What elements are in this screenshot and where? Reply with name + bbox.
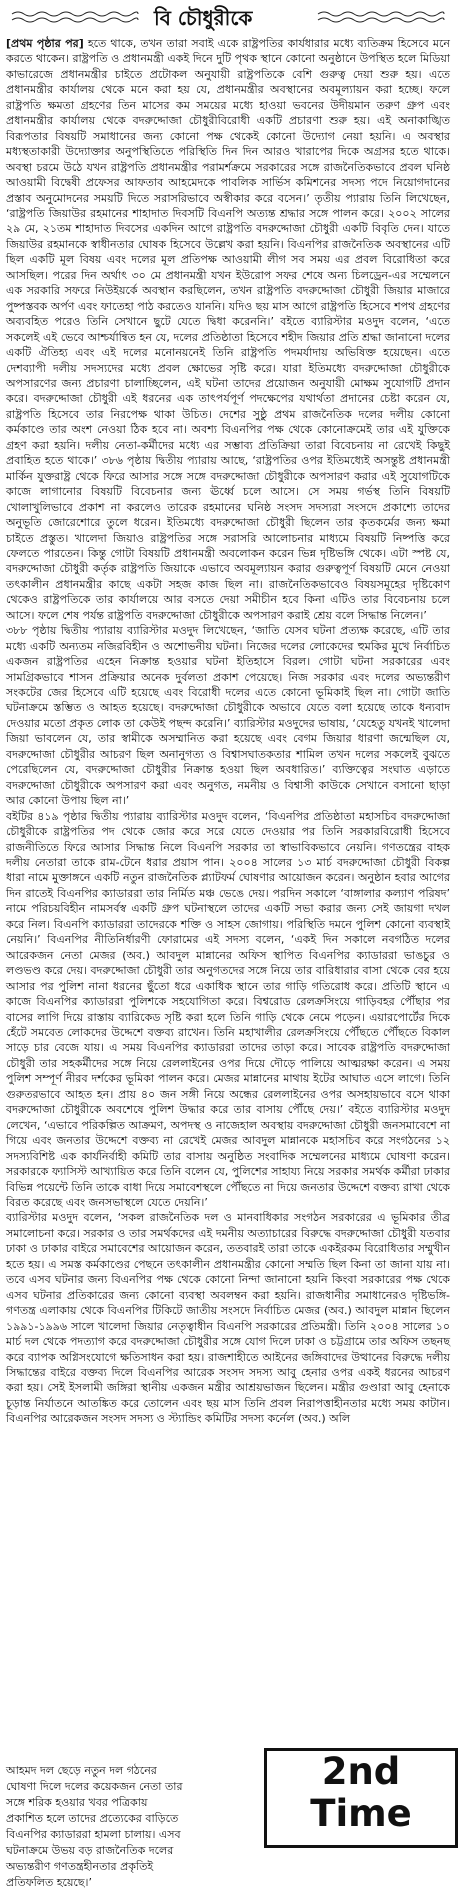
headline-banner: [4, 6, 452, 28]
article-paragraph: [6, 809, 450, 1211]
article-tail: [6, 1763, 256, 1891]
tail-line: প্রতিফলিত হয়েছে।’: [6, 1876, 92, 1889]
tail-line: প্রকাশিত হলে তাদের প্রত্যেকের বাড়িতে: [6, 1812, 179, 1825]
tail-line: আহমদ দল ছেড়ে নতুন দল গঠনের: [6, 1764, 157, 1777]
tail-line: সঙ্গে শরিক হওয়ার খবর পত্রিকায়: [6, 1796, 148, 1809]
article-body: [6, 36, 450, 1427]
paragraph-text: ৩৮৮ পৃষ্ঠায় দ্বিতীয় প্যারায় ব্যারিস্টার মওদুদ লিখেছেন, ‘জাতি যেসব ঘটনা প্রত্যক্ষ করেছে, এটি তার মধ্যে একটি অন্যতম নজিরবিহীন ও অশোভনীয় ঘটনা। নিজের দলের লোকেদের হুমকির মুখে নির্বাচিত একজন রাষ্ট্রপতির এহেন নিক্রান্ত হওয়ার ঘটনা ইতিহাসে বিরল। গোটা ঘটনা সরকারের এবং সামগ্রিকভাবে শাসন প্রক্রিয়ার অনেক দুর্বলতা প্রকাশ পেয়েছে। নিজ সরকার এবং দলের অভ্যন্তরীণ সংকটের জের হিসেবে এটি হয়েছে এবং বিরোধী দলের এতে কোনো ভূমিকাই ছিল না। গোটা জাতি ঘটনাক্রমে স্তম্ভিত ও আহত হয়েছে। বদরুদ্দোজা চৌধুরীকে অভাবে যেতে বলা হয়েছে তাকে ধন্যবাদ দেওয়ার মতো প্রকৃত লোক তা কেউই পছন্দ করেনি।’ ব্যারিস্টার মওদুদের ভাষায়, ‘যেহেতু যখনই খালেদা জিয়া ভাবলেন যে, তার স্বামীকে অসম্মানিত করা হয়েছে এবং বেগম জিয়ার ধারণা জন্মেছিল যে, বদরুদ্দোজা চৌধুরীর আচরণ ছিল অনানুগত্য ও বিশ্বাসঘাতকতার শামিল তখন দলের সকলেই বুঝতে পেরেছিলেন যে, বদরুদ্দোজা চৌধুরীর নিক্রান্ত হওয়া ছিল অবধারিত।’ ব্যক্তিত্বের সংঘাত এড়াতে বদরুদ্দোজা চৌধুরীকে অপসারণ করা এবং অনুগত, নমনীয় ও বিশ্বাসী কাউকে সেখানে বসানো ছাড়া আর কোনো উপায় ছিল না।’: [6, 624, 450, 808]
stamp-line-1: 2nd: [321, 1750, 401, 1793]
headline-title: বি চৌধুরীকে: [154, 6, 253, 30]
second-time-stamp: [264, 1748, 458, 1848]
wavy-ornament-right: [318, 10, 444, 24]
article-paragraph: [6, 1210, 450, 1426]
tail-line: ঘোষণা দিলে দলের কয়েকজন নেতা তার: [6, 1780, 183, 1793]
paragraph-text: ব্যারিস্টার মওদুদ বলেন, ‘সকল রাজনৈতিক দল ও মানবাধিকার সংগঠন সরকারের এ ভূমিকার তীব্র সমালোচনা করে। সরকার ও তার সমর্থকদের এই দমনীয় অত্যাচারের বিরুদ্ধে বদরুদ্দোজা চৌধুরী যতবার ঢাকা ও ঢাকার বাইরে সমাবেশের আয়োজন করেন, ততবারই তারা তাকে একইরকম বিরোধিতার সম্মুখীন হতে হয়। এ সমস্ত কর্মকাণ্ডের পেছনে তৎকালীন প্রধানমন্ত্রীর কোনো সম্মতি ছিল কিনা তা জানা যায় না। তবে এসব ঘটনার জন্য বিএনপির পক্ষ থেকে কোনো নিন্দা জানানো হয়নি কিংবা সরকারের পক্ষ থেকে এসব ঘটনার প্রতিকারের জন্য কোনো ব্যবস্থা অবলম্বন করা হয়নি। রাজধানীর সমাধানেরও দৃষ্টিভঙ্গি-গণতন্ত্র এলাকায় থেকে বিএনপির টিকিটে জাতীয় সংসদে নির্বাচিত মেজর (অব.) আবদুল মান্নান ছিলেন ১৯৯১-১৯৯৬ সালে খালেদা জিয়ার নেতৃত্বাধীন বিএনপি সরকারের প্রতিমন্ত্রী। তিনি ২০০৪ সালের ১০ মার্চ দল থেকে পদত্যাগ করে বদরুদ্দোজা চৌধুরীর সঙ্গে যোগ দিলে ঢাকা ও চট্টগ্রামে তার অফিস তছনছ করে ব্যাপক অগ্নিসংযোগে ক্ষতিসাধন করা হয়। রাজশাহীতে আইনের জঙ্গিবাদের উত্থানের বিরুদ্ধে দলীয় সিদ্ধান্তের বাইরে বক্তব্য দিলে বিএনপির আরেক সংসদ সদস্য আবু হেনার ওপর একই ধরনের আচরণ করা হয়। সেই ইসলামী জঙ্গিরা স্থানীয় একজন মন্ত্রীর আশ্রয়ভাজন ছিলেন। মন্ত্রীর গুণ্ডারা আবু হেনাকে চূড়ান্ত নির্যাতনে আতঙ্কিত করে তোলেন এবং ছয় মাস তিনি প্রবল নিরাপত্তাহীনতার মধ্যে সময় কাটান। বিএনপির আরেকজন সংসদ সদস্য ও স্ট্যান্ডিং কমিটির সদস্য কর্নেল (অব.) অলি: [6, 1211, 450, 1426]
wavy-ornament-left: [12, 10, 138, 24]
article-paragraph: [6, 36, 450, 623]
tail-line: ঘটনাক্রমে উভয় বড় রাজনৈতিক দলের: [6, 1844, 174, 1857]
stamp-line-2: Time: [310, 1792, 412, 1835]
tail-line: অভ্যন্তরীণ গণতন্ত্রহীনতার প্রকৃতিই: [6, 1860, 154, 1873]
continuation-tag: [প্রথম পৃষ্ঠার পর]: [6, 37, 84, 50]
article-paragraph: [6, 623, 450, 808]
paragraph-text: বইটির ৪১৯ পৃষ্ঠার দ্বিতীয় প্যারায় ব্যারিস্টার মওদুদ বলেন, ‘বিএনপির প্রতিষ্ঠাতা মহাসচিব বদরুদ্দোজা চৌধুরীকে রাষ্ট্রপতির পদ থেকে জোর করে সরে যেতে দেওয়ার পর তিনি সরকারবিরোধী হিসেবে রাজনীতিতে ফিরে আসার সিদ্ধান্ত নিলে বিএনপি সরকার তা স্বাভাবিকভাবে নেয়নি। গণতন্ত্রের বাহক দলীয় নেতারা তাকে রাম-টেনে ধরার প্রয়াস পান। ২০০৪ সালের ১৩ মার্চ বদরুদ্দোজা চৌধুরী বিকল্প ধারা নামে মুক্তাঙ্গনে একটি নতুন রাজনৈতিক প্ল্যাটফর্ম ঘোষণার আয়োজন করেন। অনুষ্ঠান হবার আগের দিন রাতেই বিএনপির ক্যাডাররা তার নির্মিত মঞ্চ ভেঙে দেয়। পরদিন সকালে ‘বাঙ্গালার কল্যাণ পরিষদ’ নামে পরিচয়বিহীন নামসর্বস্ব একটি গ্রুপ ঘটনাস্থলে তাদের একটি সভা করার জন্য সেই জায়গা দখল করে নিল। বিএনপি ক্যাডাররা তাদেরকে শক্তি ও সাহস জোগায়। পরিস্থিতি দমনে পুলিশ কোনো ব্যবস্থাই নেয়নি।’ বিএনপির নীতিনির্ধারণী ফোরামের এই সদস্য বলেন, ‘একই দিন সকালে নবগঠিত দলের আরেকজন নেতা মেজর (অব.) আবদুল মান্নানের অফিস স্থাপিত বিএনপির ক্যাডাররা ভাঙচুর ও লণ্ডভণ্ড করে দেয়। বদরুদ্দোজা চৌধুরী তার অনুগতদের সঙ্গে নিয়ে তার বারিধারার বাসা থেকে বের হয়ে আসার পর পুলিশ নানা ধরনের ছুঁতো ধরে একাধিক স্থানে তার গাড়ি গতিরোধ করে। প্রতিটি স্থানে এ কাজে বিএনপির ক্যাডাররা পুলিশকে সহযোগিতা করে। বিশ্বরোড রেলক্রসিংয়ে গাড়িবহর পৌঁছার পর বাসের লাগি দিয়ে রাস্তায় ব্যারিকেড সৃষ্টি করা হলে তিনি গাড়ি থেকে নেমে পড়েন। এয়ারপোর্টের দিকে হেঁটে সমবেত লোকদের উদ্দেশে বক্তব্য রাখেন। তিনি মহাখালীর রেলক্রসিংয়ে পৌঁছতে পৌঁছতে বিকাল সাড়ে চার বেজে যায়। এ সময় বিএনপির ক্যাডাররা তাদের তাড়া করে। সাবেক রাষ্ট্রপতি বদরুদ্দোজা চৌধুরী তার সহকর্মীদের সঙ্গে নিয়ে রেললাইনের ওপর দিয়ে দৌড়ে পালিয়ে আত্মরক্ষা করেন। এ সময় পুলিশ সম্পূর্ণ নীরব দর্শকের ভূমিকা পালন করে। মেজর মান্নানের মাথায় ইটের আঘাত এসে লাগে। তিনি গুরুতরভাবে আহত হন। প্রায় ৪০ জন সঙ্গী নিয়ে অন্ধের রেললাইনের ওপর অসহায়ভাবে বসে থাকা বদরুদ্দোজা চৌধুরীকে অবশেষে পুলিশ উদ্ধার করে তার বাসায় পৌঁছে দেয়।’ বইতে ব্যারিস্টার মওদুদ লেখেন, ‘এভাবে পরিকল্পিত আক্রমণ, অপদস্থ ও নাজেহাল অবস্থায় বদরুদ্দোজা চৌধুরী জনসমাবেশে না গিয়ে এবং জনতার উদ্দেশে বক্তব্য না রেখেই মেজর আবদুল মান্নানকে মহাসচিব করে সংগঠনের ১২ সদস্যবিশিষ্ট এক কার্যনির্বাহী কমিটি তার বাসায় অনুষ্ঠিত সংবাদিক সম্মেলনের মাধ্যমে ঘোষণা করেন। সরকারকে ফ্যাসিস্ট আখ্যায়িত করে তিনি বলেন যে, পুলিশের সাহায্য নিয়ে সরকার সমর্থক কর্মীরা ঢাকার বিভিন্ন পয়েন্টে তিনি তাকে বাধা দিয়ে সমাবেশস্থলে পৌঁছতে না দিয়ে জনতার উদ্দেশে বক্তব্য রাখা থেকে বিরত করেছে এবং জনসভাস্থলে যেতে দেয়নি।’: [6, 809, 450, 1209]
tail-line: বিএনপির ক্যাডাররা হামলা চালায়। এসব: [6, 1828, 181, 1841]
paragraph-text: হতে থাকে, তখন তারা সবাই একে রাষ্ট্রপতির কার্যধারার মধ্যে ব্যতিক্রম হিসেবে মনে করতে থাকেন। রাষ্ট্রপতি ও প্রধানমন্ত্রী একই দিনে দুটি পৃথক স্থানে কোনো অনুষ্ঠানে উপস্থিত হলে মিডিয়া কাভারেজে প্রধানমন্ত্রীর চাইতে প্রটোকল অনুযায়ী রাষ্ট্রপতিকে বেশি গুরুত্ব দেয়া শুরু হয়। এতে প্রধানমন্ত্রীর কার্যালয় থেকে মনে করা হয় যে, প্রধানমন্ত্রীর অবস্থানের অবমূল্যায়ন করা হচ্ছে। ফলে রাষ্ট্রপতি ক্ষমতা গ্রহণের তিন মাসের কম সময়ের মধ্যে হাওয়া ভবনের উদীয়মান তরুণ গ্রুপ এবং প্রধানমন্ত্রীর কার্যালয় থেকে বদরুদ্দোজা চৌধুরীবিরোধী একটি প্রচারণা শুরু হয়। এই অনাকাঙ্খিত বিরূপতার বিষয়টি সমাধানের জন্য কোনো পক্ষ থেকেই কোনো উদ্যোগ নেয়া হয়নি। এ অবস্থার মধ্যস্থতাকারী উদ্যোক্তার অনুপস্থিতিতে পরিস্থিতি দিন দিন আরও খারাপের দিকে অগ্রসর হতে থাকে। অবস্থা চরমে উঠে যখন রাষ্ট্রপতি প্রধানমন্ত্রীর পরামর্শক্রমে সরকারের সঙ্গে রাজনৈতিকভাবে প্রবল ঘনিষ্ঠ আওয়ামী বিদ্বেষী প্রফেসর আফতাব আহমেদকে পাবলিক সার্ভিস কমিশনের সদস্য পদে নিয়োগদানের প্রস্তাব অনুমোদনের সময়টি দিতে সরাসরিভাবে অস্বীকার করে বসেন।’ তৃতীয় প্যারায় তিনি লিখেছেন, ‘রাষ্ট্রপতি জিয়াউর রহমানের শাহাদাত দিবসটি বিএনপি অত্যন্ত শ্রদ্ধার সঙ্গে পালন করে। ২০০২ সালের ২৯ মে, ২১তম শাহাদাত দিবসের একদিন আগে রাষ্ট্রপতি বদরুদ্দোজা চৌধুরী একটি বিবৃতি দেন। যাতে জিয়াউর রহমানকে স্বাধীনতার ঘোষক হিসেবে উল্লেখ করা হয়নি। বিএনপির রাজনৈতিক অবস্থানের এটি ছিল একটি মূল বিষয় এবং দলের মূল প্রতিপক্ষ আওয়ামী লীগ সব সময় এর প্রবল বিরোধিতা করে আসছিল। পরের দিন অর্থাৎ ৩০ মে প্রধানমন্ত্রী যখন ইউরোপ সফর শেষে অন্য চিলড্রেন-এর সম্মেলনে এক সরকারি সফরে নিউইয়র্কে অবস্থান করছিলেন, তখন রাষ্ট্রপতি বদরুদ্দোজা চৌধুরী জিয়ার মাজারে পুষ্পস্তবক অর্পণ এবং ফাতেহা পাঠ করতেও যাননি। যদিও ছয় মাস আগে রাষ্ট্রপতি হিসেবে শপথ গ্রহণের অব্যবহিত পরেও তিনি সেখানে ছুটে যেতে দ্বিধা করেননি।’ বইতে ব্যারিস্টার মওদুদ বলেন, ‘এতে সকলেই এই ভেবে আশ্চর্যান্বিত হন যে, দলের প্রতিষ্ঠাতা হিসেবে শহীদ জিয়ার প্রতি শ্রদ্ধা জানানো দলের একটি ঐতিহ্য এবং এই দলের মনোনয়নেই তিনি রাষ্ট্রপতি পদমর্যাদায় অভিষিক্ত হয়েছেন। এতে দেশব্যাপী দলীয় সদস্যদের মধ্যে প্রবল ক্ষোভের সৃষ্টি করে। যারা ইতিমধ্যে বদরুদ্দোজা চৌধুরীকে অপসারণের জন্য প্রচারণা চালাচ্ছিলেন, এই ঘটনা তাদের প্রয়োজন অনুযায়ী মোক্ষম সুযোগটি প্রদান করে। বদরুদ্দোজা চৌধুরী এই ধরনের এক তাৎপর্যপূর্ণ পদক্ষেপের যথার্থতা প্রদানের চেষ্টা করেন যে, রাষ্ট্রপতি হিসেবে তার নিরপেক্ষ থাকা উচিত। দেশের সুষ্ঠু প্রথম রাজনৈতিক দলের দলীয় কোনো কর্মকাণ্ডে তার অংশ নেওয়া ঠিক হবে না। অবশ্য বিএনপির পক্ষ থেকে কোনোক্রমেই তার এই যুক্তিকে গ্রহণ করা হয়নি। দলীয় নেতা-কর্মীদের মধ্যে এর সম্ভাব্য প্রতিক্রিয়া তারা বিবেচনায় না রেখেই কিছুই প্রবাহিত হতে থাকে।’ ৩৮৬ পৃষ্ঠায় দ্বিতীয় প্যারায় আছে, ‘রাষ্ট্রপতির ওপর ইতিমধ্যেই অসন্তুষ্ট প্রধানমন্ত্রী মার্কিন যুক্তরাষ্ট্র থেকে ফিরে আসার সঙ্গে সঙ্গে বদরুদ্দোজা চৌধুরীকে অপসারণ করার এই সুযোগটিকে কাজে লাগানোর বিষয়টি বিবেচনার জন্য ঊর্ধ্বে চলে আসে। সে সময় গর্ভস্থ তিনি বিষয়টি খোলাখুলিভাবে প্রকাশ না করলেও তারেক রহমানের ঘনিষ্ঠ সংসদ সদস্যরা সংসদে প্রকাশ্যে তাদের অনুভূতি জোরেশোরে তুলে ধরেন। ইতিমধ্যে বদরুদ্দোজা চৌধুরী ছিলেন তার কৃতকর্মের জন্য ক্ষমা চাইতে প্রস্তুত। খালেদা জিয়াও রাষ্ট্রপতির সঙ্গে সরাসরি আলোচনার মাধ্যমে বিষয়টি নিষ্পত্তি করে ফেলতে পারতেন। কিন্তু গোটা বিষয়টি প্রধানমন্ত্রী অবলোকন করেন ভিন্ন দৃষ্টিভঙ্গি থেকে। এটা স্পষ্ট যে, বদরুদ্দোজা চৌধুরী কর্তৃক রাষ্ট্রপতি জিয়াকে এভাবে অবমূল্যায়ন করার গুরুত্বপূর্ণ বিষয়টি মেনে নেওয়া তৎকালীন প্রধানমন্ত্রীর কাছে একটা সহজ কাজ ছিল না। রাজনৈতিকভাবেও বিষয়সমূহের দৃষ্টিকোণ থেকেও রাষ্ট্রপতিকে তার কার্যালয়ে আর বসতে দেয়া সমীচীন হবে কিনা এটিও তার বিবেচনায় চলে আসে। ফলে শেষ পর্যন্ত রাষ্ট্রপতি বদরুদ্দোজা চৌধুরীকে অপসারণ করাই শ্রেয় বলে সিদ্ধান্ত নিলেন।’: [6, 37, 450, 622]
